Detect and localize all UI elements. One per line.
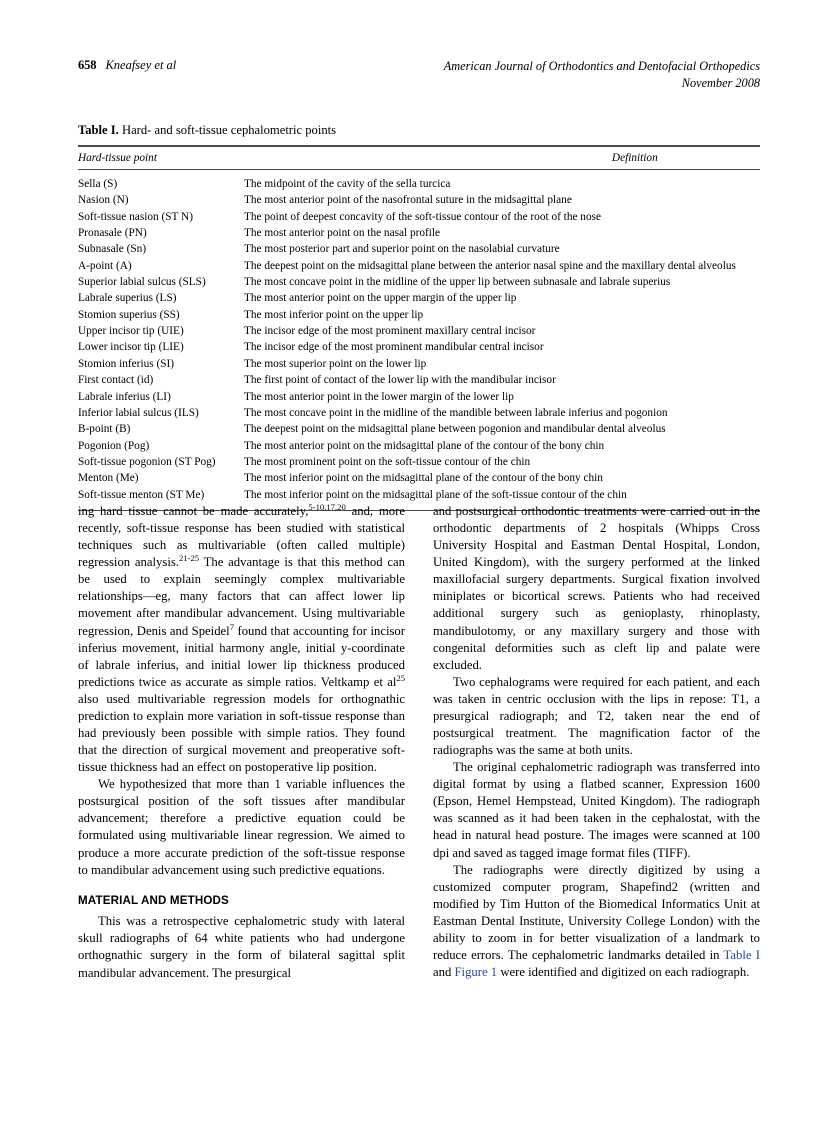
citation-superscript: 21-25 bbox=[178, 553, 200, 563]
running-head bbox=[78, 58, 760, 92]
table-row bbox=[78, 258, 760, 274]
table-row bbox=[78, 291, 760, 307]
page-number: 658 bbox=[78, 58, 97, 72]
paragraph-study-design: This was a retrospective cephalometric study with lateral skull radiographs of 64 white patients who had undergone orthognathic surgery in the form of bilateral sagittal split mandibular advancement. The presurgical bbox=[78, 914, 405, 980]
table-row bbox=[78, 241, 760, 257]
table-title: Hard- and soft-tissue cephalometric points bbox=[122, 123, 337, 137]
table-label: Table I. bbox=[78, 123, 119, 137]
section-heading-material-and-methods: MATERIAL AND METHODS bbox=[78, 893, 229, 907]
cell-point: Upper incisor tip (UIE) bbox=[78, 325, 184, 338]
table-caption bbox=[78, 123, 760, 138]
cell-definition: The most anterior point in the lower margin of the lower lip bbox=[244, 390, 514, 403]
table-row bbox=[78, 340, 760, 356]
table-row bbox=[78, 405, 760, 421]
cell-definition: The most anterior point on the nasal profile bbox=[244, 226, 441, 239]
cell-point: Pogonion (Pog) bbox=[78, 439, 150, 452]
cephalometric-points-body bbox=[78, 176, 760, 503]
cell-definition: The incisor edge of the most prominent mandibular central incisor bbox=[244, 341, 544, 354]
table-row bbox=[78, 372, 760, 388]
cell-definition: The most inferior point on the midsagittal plane of the soft-tissue contour of the chin bbox=[244, 488, 627, 501]
cell-point: Soft-tissue nasion (ST N) bbox=[78, 210, 193, 223]
cell-point: Soft-tissue menton (ST Me) bbox=[78, 488, 205, 501]
cell-definition: The most anterior point on the midsagittal plane of the contour of the bony chin bbox=[244, 439, 605, 452]
table-row bbox=[78, 421, 760, 437]
text-run: found that accounting for incisor inferius movement, initial harmony angle, initial y-coordinate of labrale inferius, and initial lower lip thickness produced predictions twice as accurate as simple ratios. Veltkamp et al bbox=[78, 623, 405, 689]
table-row bbox=[78, 323, 760, 339]
citation-superscript: 7 bbox=[229, 621, 235, 632]
table-row bbox=[78, 307, 760, 323]
cell-definition: The most inferior point on the upper lip bbox=[244, 308, 424, 321]
text-run: ing hard tissue cannot be made accurately, bbox=[78, 504, 309, 518]
text-run: The radiographs were directly digitized by using a customized computer program, Shapefind2 (written and modified by Tim Hutton of the Biomedical Informatics Unit at Eastman Dental Institute, University College London) with the ability to zoom in for better visualization of a landmark to reduce errors. The cephalometric landmarks detailed in bbox=[433, 862, 760, 963]
cell-definition: The midpoint of the cavity of the sella turcica bbox=[244, 177, 451, 190]
cell-point: Labrale inferius (LI) bbox=[78, 390, 171, 403]
cell-point: A-point (A) bbox=[78, 259, 132, 272]
running-head-right bbox=[444, 58, 760, 92]
cephalometric-points-table bbox=[78, 147, 760, 169]
left-column bbox=[78, 503, 405, 1083]
paragraph-treatment-setting: and postsurgical orthodontic treatments were carried out in the orthodontic departments of 2 hospitals (Whipps Cross University Hospital and Eastman Dental Hospital, London, United Kingdom), with the surgery performed at the linked maxillofacial surgery departments. Surgical fixation involved miniplates or bicortical screws. Patients who had received additional surgery such as genioplasty, rhinoplasty, mandibulotomy, or any maxillary surgery and those with congenital deformities such as cleft lip and palate were excluded. bbox=[433, 504, 760, 672]
cell-definition: The most superior point on the lower lip bbox=[244, 357, 427, 370]
table-row bbox=[78, 470, 760, 486]
table-row bbox=[78, 438, 760, 454]
table-row bbox=[78, 225, 760, 241]
text-run: The advantage is that this method can be used to explain seemingly complex multivariable relationships—eg, many factors that can affect lower lip movement after mandibular advancement. Using multivariable regression, Denis and Speidel bbox=[78, 555, 405, 638]
cell-point: B-point (B) bbox=[78, 423, 131, 436]
cell-definition: The most anterior point on the upper margin of the upper lip bbox=[244, 292, 517, 305]
cell-point: Nasion (N) bbox=[78, 194, 129, 207]
cell-point: Menton (Me) bbox=[78, 472, 139, 485]
link-figure-1[interactable]: Figure 1 bbox=[454, 965, 498, 980]
cell-definition: The most concave point in the midline of the mandible between labrale inferius and pogonion bbox=[244, 406, 668, 419]
table-row bbox=[78, 356, 760, 372]
cell-point: Labrale superius (LS) bbox=[78, 292, 177, 305]
body-columns bbox=[78, 503, 760, 1083]
cell-definition: The most concave point in the midline of the upper lip between subnasale and labrale superius bbox=[244, 276, 671, 288]
cell-point: Superior labial sulcus (SLS) bbox=[78, 276, 206, 288]
running-head-authors: Kneafsey et al bbox=[105, 58, 177, 72]
cell-point: Soft-tissue pogonion (ST Pog) bbox=[78, 455, 216, 468]
cell-point: Sella (S) bbox=[78, 177, 118, 190]
table-header-row bbox=[78, 147, 760, 169]
table-body bbox=[78, 176, 760, 503]
table-row bbox=[78, 274, 760, 290]
table-row bbox=[78, 192, 760, 208]
table-row bbox=[78, 454, 760, 470]
column-header-point: Hard-tissue point bbox=[78, 152, 157, 164]
cell-point: First contact (id) bbox=[78, 374, 154, 387]
paragraph-hypothesis: We hypothesized that more than 1 variable influences the postsurgical position of the soft tissues after mandibular advancement; therefore a predictive equation could be formulated using multivariable linear regression. We aimed to produce a more accurate prediction of the soft-tissue response to mandibular advancement using such predictive equations. bbox=[78, 777, 405, 877]
table-head bbox=[78, 147, 760, 169]
text-run: also used multivariable regression models for orthognathic prediction to explain more variation in soft-tissue response than had previously been possible with simple ratios. They found that the direction of surgical movement and preoperative soft-tissue thickness had an effect on postoperative lip position. bbox=[78, 691, 405, 775]
text-run: and, more recently, soft-tissue response has been studied with statistical techniques such as multivariable (often called multiple) regression analysis. bbox=[78, 504, 405, 570]
cell-definition: The incisor edge of the most prominent maxillary central incisor bbox=[244, 325, 536, 338]
paragraph-digitization: The original cephalometric radiograph was transferred into digital format by using a flatbed scanner, Expression 1600 (Epson, Hemel Hempstead, United Kingdom). The radiograph was scanned as it had been taken in the cephalostat, with the head in natural head posture. The images were scanned at 100 dpi and saved as tagged image format files (TIFF). bbox=[433, 760, 760, 860]
cell-definition: The point of deepest concavity of the soft-tissue contour of the root of the nose bbox=[244, 210, 602, 223]
paragraph-continued bbox=[78, 503, 405, 776]
table-row bbox=[78, 389, 760, 405]
cell-definition: The deepest point on the midsagittal plane between the anterior nasal spine and the maxillary dental alveolus bbox=[244, 259, 736, 272]
table-row bbox=[78, 176, 760, 192]
cell-definition: The most inferior point on the midsagittal plane of the contour of the bony chin bbox=[244, 472, 603, 485]
citation-superscript: 25 bbox=[396, 672, 405, 683]
column-header-definition: Definition bbox=[611, 152, 658, 164]
paragraph-shapefind bbox=[433, 862, 760, 982]
link-table-i[interactable]: Table I bbox=[723, 948, 760, 963]
text-run: were identified and digitized on each radiograph. bbox=[497, 965, 750, 980]
cell-point: Pronasale (PN) bbox=[78, 226, 147, 239]
cell-point: Inferior labial sulcus (ILS) bbox=[78, 406, 199, 419]
cell-definition: The deepest point on the midsagittal plane between pogonion and mandibular dental alveolus bbox=[244, 423, 666, 436]
table-row bbox=[78, 487, 760, 503]
citation-superscript: 5-10,17,20 bbox=[308, 501, 346, 512]
text-run: and bbox=[433, 965, 455, 980]
issue-date: November 2008 bbox=[681, 75, 760, 90]
cell-point: Subnasale (Sn) bbox=[78, 243, 147, 256]
cell-definition: The most posterior part and superior point on the nasolabial curvature bbox=[244, 243, 560, 256]
cell-definition: The most anterior point of the nasofrontal suture in the midsagittal plane bbox=[244, 194, 572, 207]
running-head-left bbox=[78, 58, 176, 73]
cell-point: Stomion superius (SS) bbox=[78, 308, 180, 321]
table-block bbox=[78, 123, 760, 511]
cell-point: Stomion inferius (SI) bbox=[78, 357, 175, 370]
journal-title: American Journal of Orthodontics and Dentofacial Orthopedics bbox=[443, 59, 760, 73]
cell-point: Lower incisor tip (LIE) bbox=[78, 341, 184, 354]
right-column bbox=[433, 503, 760, 1083]
paragraph-cephalograms: Two cephalograms were required for each patient, and each was taken in centric occlusion with the lips in repose: T1, a presurgical radiograph; and T2, taken near the end of postsurgical treatment. The magnification factor of the radiographs was the same at both units. bbox=[433, 674, 760, 758]
cell-definition: The most prominent point on the soft-tissue contour of the chin bbox=[244, 455, 531, 468]
table-row bbox=[78, 209, 760, 225]
cell-definition: The first point of contact of the lower lip with the mandibular incisor bbox=[244, 374, 556, 387]
